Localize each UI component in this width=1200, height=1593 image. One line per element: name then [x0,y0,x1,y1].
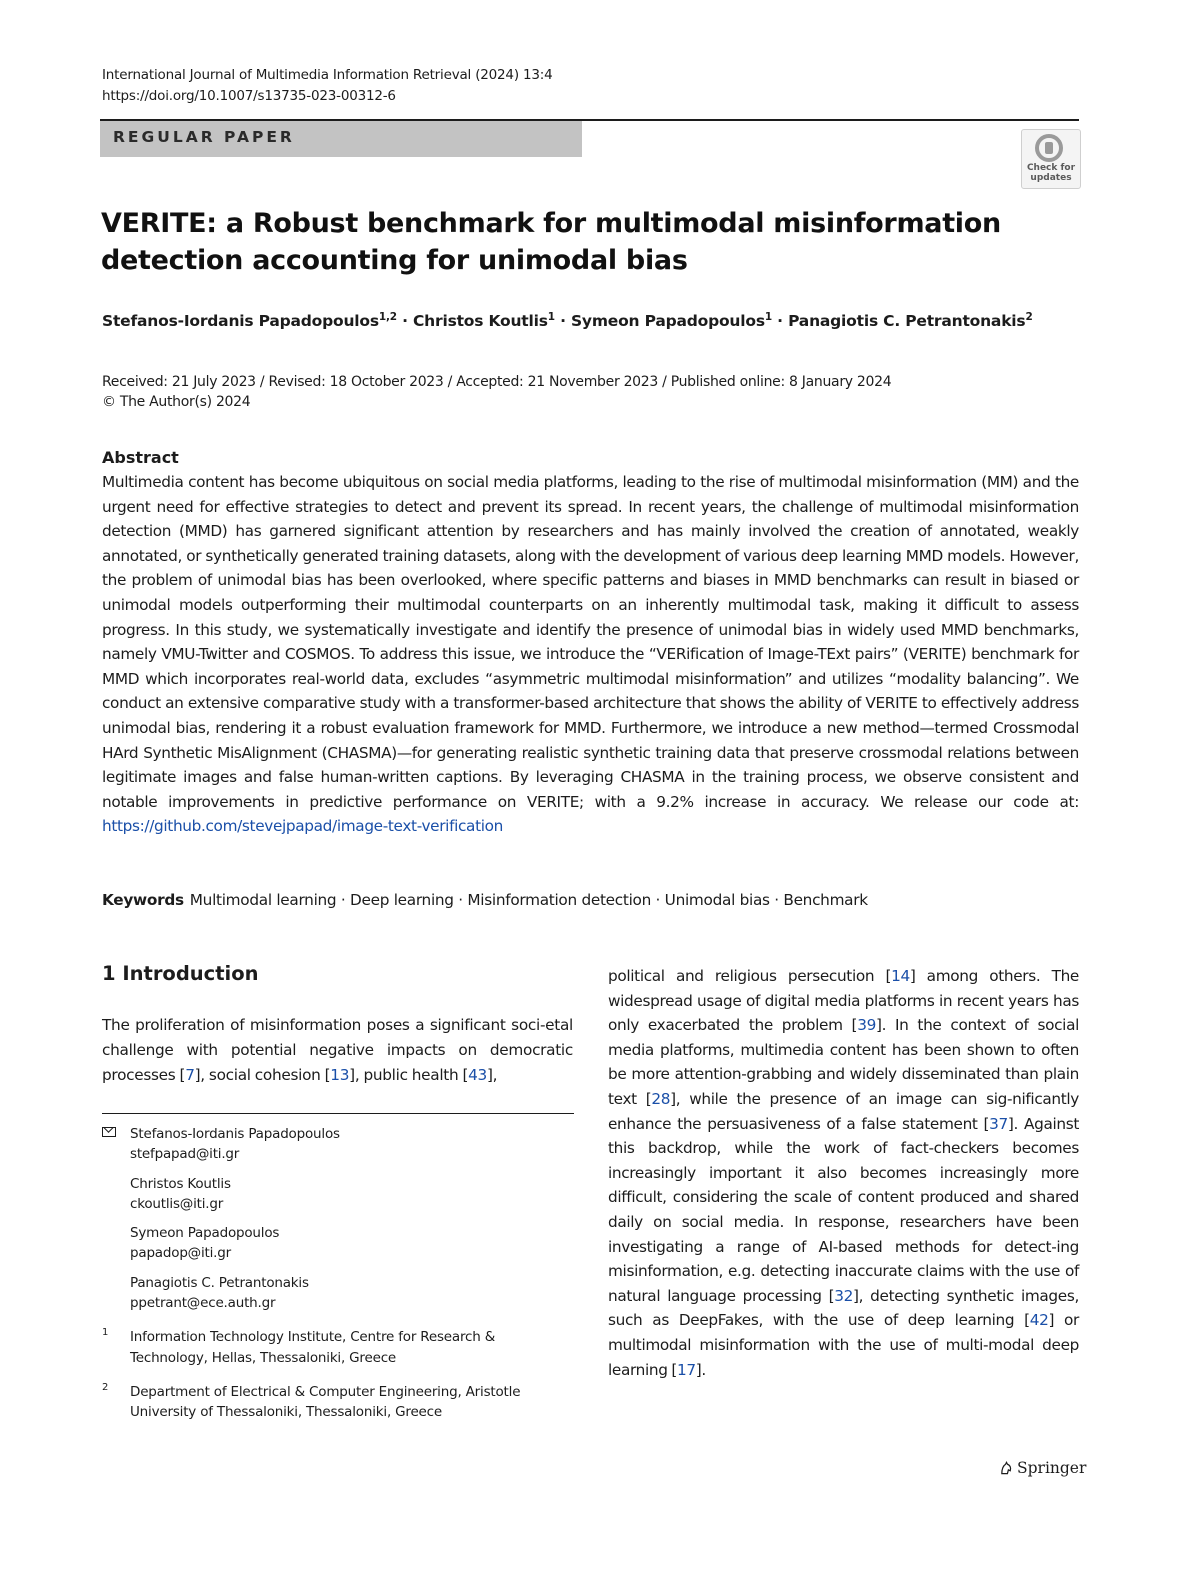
keywords-line [102,891,868,909]
header-rule [100,119,1079,121]
body-text: ], public health [ [349,1066,469,1084]
author-footnotes [102,1124,574,1423]
section-heading-introduction: 1 Introduction [102,962,259,985]
intro-left-column [102,1013,573,1088]
author-affiliation: 1,2 [378,311,397,323]
author-name: Panagiotis C. Petrantonakis [788,312,1026,330]
publisher-name: Springer [1017,1459,1087,1477]
history-dates: Received: 21 July 2023 / Revised: 18 October 2023 / Accepted: 21 November 2023 / Published online: 8 January 2024 [102,374,892,390]
contact-email[interactable]: ppetrant@ece.auth.gr [130,1295,276,1312]
keywords-text: Multimodal learning · Deep learning · Misinformation detection · Unimodal bias · Benchmark [189,891,868,909]
author-contact [102,1174,574,1215]
citation-link[interactable]: 28 [651,1089,671,1108]
citation-link[interactable]: 37 [989,1114,1008,1133]
journal-header [102,65,553,107]
affiliation-text: Department of Electrical & Computer Engineering, Aristotle University of Thessaloniki, Thessaloniki, Greece [130,1383,521,1421]
intro-right-column [608,964,1079,1382]
body-text: ], [486,1066,498,1084]
copyright-notice: © The Author(s) 2024 [102,394,251,410]
envelope-icon [102,1127,116,1137]
author-list [102,312,1033,330]
affiliation-number: 1 [102,1327,109,1339]
publisher-logo [999,1459,1086,1477]
affiliation-number: 2 [102,1381,109,1393]
doi-link[interactable]: https://doi.org/10.1007/s13735-023-00312-6 [102,88,396,104]
body-text: ] among others. The widespread usage of digital media platforms in recent years has only exacerbated the problem [ [608,967,1079,1035]
citation-link[interactable]: 7 [185,1066,195,1084]
body-text: ]. [695,1360,706,1379]
author-affiliation: 2 [1025,311,1033,323]
contact-email[interactable]: stefpapad@iti.gr [130,1146,240,1163]
article-type-label: REGULAR PAPER [113,128,295,146]
check-for-updates-badge[interactable] [1021,129,1081,189]
author-affiliation: 1 [764,311,772,323]
citation-link[interactable]: 42 [1029,1311,1049,1330]
citation-link[interactable]: 39 [857,1016,876,1035]
code-repo-link[interactable]: https://github.com/stevejpapad/image-text-verification [102,817,503,836]
affiliation-text: Information Technology Institute, Centre for Research & Technology, Hellas, Thessaloniki, Greece [130,1329,496,1366]
affiliation [102,1327,574,1368]
contact-name: Symeon Papadopoulos [130,1225,280,1242]
abstract-text: Multimedia content has become ubiquitous on social media platforms, leading to the rise of multimodal misinformation (MM) and the urgent need for effective strategies to detect and prevent its spread. In recent years, the challenge of multimodal misinformation detection (MMD) has garnered significant attention by researchers and has mainly involved the creation of annotated, weakly annotated, or synthetically generated training datasets, along with the development of various deep learning MMD models. However, the problem of unimodal bias has been overlooked, where specific patterns and biases in MMD benchmarks can result in biased or unimodal models outperforming their multimodal counterparts on an inherently multimodal task, making it difficult to assess progress. In this study, we systematically investigate and identify the presence of unimodal bias in widely used MMD benchmarks, namely VMU-Twitter and COSMOS. To address this issue, we introduce the “VERification of Image-TExt pairs” (VERITE) benchmark for MMD which incorporates real-world data, excludes “asymmetric multimodal misinformation” and utilizes “modality balancing”. We conduct an extensive comparative study with a transformer-based architecture that shows the ability of VERITE to effectively address unimodal bias, rendering it a robust evaluation framework for MMD. Furthermore, we introduce a new method—termed Crossmodal HArd Synthetic MisAlignment (CHASMA)—for generating realistic synthetic training data that preserve crossmodal relations between legitimate images and false human-written captions. By leveraging CHASMA in the training process, we observe consistent and notable improvements in predictive performance on VERITE; with a 9.2% increase in accuracy. We release our code at: [102,473,1079,811]
author-affiliation: 1 [547,311,555,323]
journal-citation: International Journal of Multimedia Information Retrieval (2024) 13:4 [102,67,553,83]
author-name: Symeon Papadopoulos [570,312,765,330]
contact-email[interactable]: ckoutlis@iti.gr [130,1195,224,1212]
citation-link[interactable]: 43 [468,1066,487,1084]
keywords-label: Keywords [102,891,184,909]
author-contact [102,1273,574,1314]
author-separator: · [396,312,413,330]
paper-title: VERITE: a Robust benchmark for multimodal misinformation detection accounting for unimodal bias [101,208,1001,276]
author-contact [102,1223,574,1264]
check-for-updates-label: Check for updates [1026,163,1076,183]
citation-link[interactable]: 32 [834,1286,854,1305]
author-separator: · [771,312,789,330]
body-text: ], detecting synthetic images, such as DeepFakes, with the use of deep learning [ [608,1286,1079,1330]
abstract-body [102,470,1079,839]
body-text: ]. Against this backdrop, while the work of fact-checkers becomes increasingly important it also becomes increasingly more difficult, considering the scale of content produced and shared daily on social media. In response, researchers have been investigating a range of AI-based methods for detect-ing misinformation, e.g. detecting inaccurate claims with the use of natural language processing [ [608,1114,1079,1305]
body-text: The proliferation of misinformation poses a significant soci-etal challenge with potential negative impacts on democratic processes [ [102,1016,573,1084]
footnote-divider [102,1113,574,1114]
body-text: ], while the presence of an image can sig-nificantly enhance the persuasiveness of a false statement [ [608,1089,1079,1133]
author-name: Stefanos-Iordanis Papadopoulos [102,312,379,330]
body-text: ]. In the context of social media platforms, multimedia content has been shown to often be more attention-grabbing and widely disseminated than plain text [ [608,1016,1080,1108]
body-text: political and religious persecution [ [608,967,892,985]
abstract-heading: Abstract [102,448,179,467]
body-text: ] or multimodal misinformation with the use of multi-modal deep learning [ [608,1311,1079,1379]
springer-horse-icon [999,1460,1014,1476]
body-text: ], social cohesion [ [194,1066,331,1084]
affiliation [102,1382,574,1423]
corresponding-author [102,1124,574,1165]
publication-dates [102,372,891,412]
contact-name: Stefanos-Iordanis Papadopoulos [130,1126,340,1142]
citation-link[interactable]: 14 [891,967,910,985]
contact-name: Christos Koutlis [130,1175,231,1192]
author-name: Christos Koutlis [413,312,548,330]
author-separator: · [554,312,571,330]
contact-name: Panagiotis C. Petrantonakis [130,1274,309,1291]
contact-email[interactable]: papadop@iti.gr [130,1245,231,1262]
citation-link[interactable]: 17 [676,1360,696,1379]
crossmark-icon [1035,134,1063,162]
citation-link[interactable]: 13 [330,1066,350,1084]
